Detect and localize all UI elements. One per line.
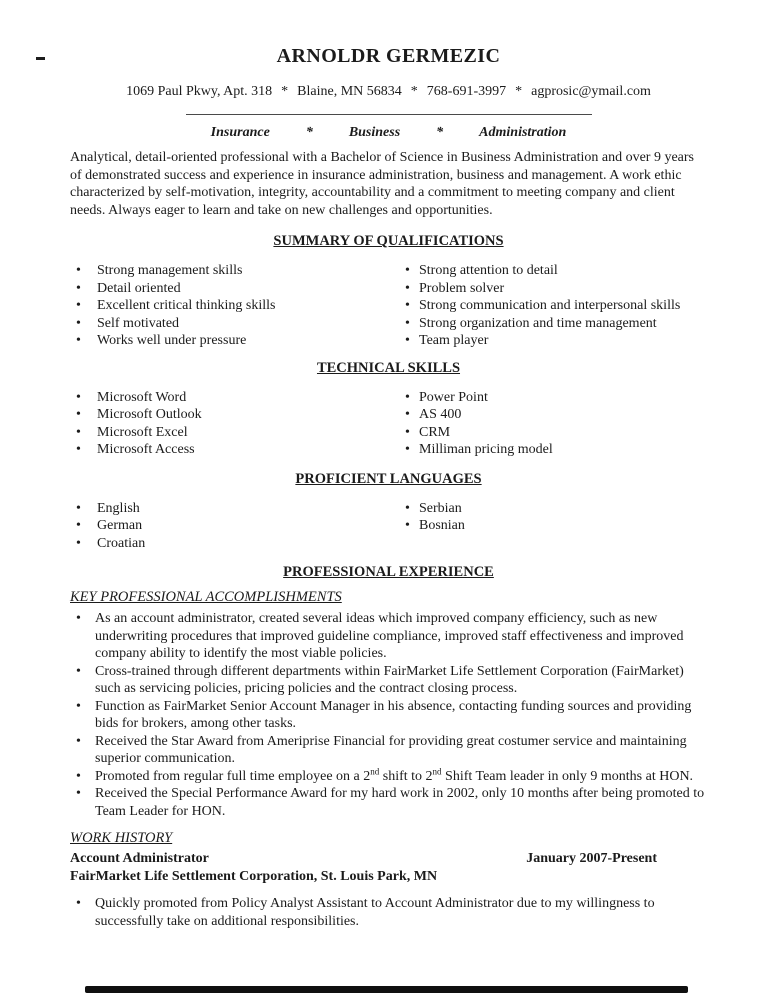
bullet-icon: • <box>76 611 81 626</box>
bullet-icon: • <box>405 280 410 296</box>
list-item <box>70 698 707 733</box>
bullet-icon: • <box>76 535 81 551</box>
list-item <box>70 406 405 424</box>
list-item-text: Received the Special Performance Award for my hard work in 2002, only 10 months after being promoted to Team Leader for HON. <box>95 786 705 819</box>
bullet-icon: • <box>76 768 81 784</box>
list-item <box>405 406 707 424</box>
languages-columns <box>70 500 707 553</box>
contact-city: Blaine, MN 56834 <box>297 84 402 99</box>
list-item-text: Milliman pricing model <box>419 442 553 457</box>
technical-list-left <box>70 389 405 459</box>
list-item <box>70 765 707 786</box>
tagline-business: Business <box>348 124 401 140</box>
job-bullet-list <box>70 895 707 930</box>
bullet-icon: • <box>405 298 410 313</box>
list-item <box>70 895 707 930</box>
bullet-icon: • <box>76 263 81 278</box>
bullet-icon: • <box>405 424 410 440</box>
bullet-icon: • <box>76 424 81 440</box>
bullet-icon: • <box>76 315 81 331</box>
list-item-text: Microsoft Word <box>97 389 187 405</box>
list-item-text: AS 400 <box>419 407 462 422</box>
list-item-text: As an account administrator, created several ideas which improved company efficiency, such as new underwriting procedures that improved guideline compliance, improved staff effectiveness and improved company ability to identify the most viable policies. <box>95 611 684 661</box>
scan-artifact-dash <box>36 57 45 60</box>
bullet-icon: • <box>76 442 81 457</box>
list-item-text: Self motivated <box>97 315 180 331</box>
technical-skills-columns <box>70 389 707 459</box>
list-item <box>405 280 707 298</box>
job-dates: January 2007-Present <box>526 851 657 866</box>
list-item-text: CRM <box>419 424 451 440</box>
list-item-text: Microsoft Excel <box>97 424 188 440</box>
list-item-text: Function as FairMarket Senior Account Manager in his absence, contacting funding sources and providing bids for brokers, among other tasks. <box>95 698 692 731</box>
bullet-icon: • <box>76 389 81 405</box>
section-title-professional-experience: PROFESSIONAL EXPERIENCE <box>283 564 494 580</box>
list-item <box>405 441 707 459</box>
list-item-text: Serbian <box>419 500 462 516</box>
list-item-text: Detail oriented <box>97 280 181 296</box>
bullet-icon: • <box>405 407 410 422</box>
list-item <box>70 262 405 280</box>
subsection-title-work-history: WORK HISTORY <box>70 830 173 846</box>
bullet-icon: • <box>76 280 81 296</box>
list-item <box>70 517 405 535</box>
bullet-icon: • <box>76 500 81 516</box>
list-item-text: Croatian <box>97 535 146 551</box>
list-item-text: Received the Star Award from Ameriprise Financial for providing great costumer service and maintaining superior communication. <box>95 733 687 766</box>
separator-asterisk: * <box>305 124 313 140</box>
qualifications-list-left <box>70 262 405 350</box>
list-item-text: Excellent critical thinking skills <box>97 298 276 313</box>
list-item-text: Team player <box>419 333 489 348</box>
bullet-icon: • <box>405 315 410 331</box>
scan-artifact-bar <box>85 986 688 993</box>
list-item <box>70 315 405 333</box>
accomplishments-list <box>70 610 707 820</box>
bullet-icon: • <box>405 263 410 278</box>
list-item <box>70 500 405 518</box>
contact-phone: 768-691-3997 <box>426 84 507 99</box>
list-item <box>70 424 405 442</box>
list-item-text: Strong management skills <box>97 263 243 278</box>
list-item-text: Cross-trained through different departments within FairMarket Life Settlement Corporation (FairMarket) such as servicing policies, pricing policies and the contract closing process. <box>95 663 684 696</box>
bullet-icon: • <box>76 407 81 422</box>
bullet-icon: • <box>76 663 81 679</box>
header-divider <box>186 114 592 115</box>
bullet-icon: • <box>76 518 81 533</box>
list-item <box>70 785 707 820</box>
list-item-text: Strong communication and interpersonal skills <box>419 298 681 313</box>
tagline-insurance: Insurance <box>210 124 270 140</box>
bullet-icon: • <box>405 442 410 457</box>
contact-address: 1069 Paul Pkwy, Apt. 318 <box>126 84 273 99</box>
separator-asterisk: * <box>436 124 444 140</box>
list-item-text: Strong organization and time management <box>419 315 657 331</box>
list-item-text: Microsoft Access <box>97 442 195 457</box>
bullet-icon: • <box>76 298 81 313</box>
list-item <box>405 332 707 350</box>
technical-list-right <box>405 389 707 459</box>
section-title-qualifications: SUMMARY OF QUALIFICATIONS <box>273 233 504 249</box>
list-item-text: Problem solver <box>419 280 505 296</box>
list-item-text: Promoted from regular full time employee on a 2nd shift to 2nd Shift Team leader in only 9 months at HON. <box>95 765 694 784</box>
separator-asterisk: * <box>281 84 289 99</box>
section-title-technical-skills: TECHNICAL SKILLS <box>316 359 461 376</box>
list-item-text: Bosnian <box>419 518 465 533</box>
list-item <box>70 535 405 553</box>
list-item <box>405 389 707 407</box>
subsection-title-key-accomplishments: KEY PROFESSIONAL ACCOMPLISHMENTS <box>70 589 342 605</box>
bullet-icon: • <box>76 698 81 714</box>
list-item <box>70 297 405 315</box>
section-title-languages: PROFICIENT LANGUAGES <box>295 470 482 487</box>
bullet-icon: • <box>76 733 81 749</box>
bullet-icon: • <box>76 786 81 801</box>
bullet-icon: • <box>405 389 410 405</box>
list-item-text: Power Point <box>419 389 488 405</box>
list-item <box>405 424 707 442</box>
page-title: ARNOLDR GERMEZIC <box>276 45 501 67</box>
list-item <box>70 441 405 459</box>
bullet-icon: • <box>405 333 410 348</box>
list-item-text: Works well under pressure <box>97 333 247 348</box>
list-item <box>70 610 707 663</box>
bullet-icon: • <box>405 500 410 516</box>
separator-asterisk: * <box>515 84 523 99</box>
list-item <box>405 517 707 535</box>
list-item <box>405 297 707 315</box>
separator-asterisk: * <box>410 84 418 99</box>
tagline-administration: Administration <box>479 124 567 140</box>
job-header-row <box>70 850 707 868</box>
list-item <box>70 389 405 407</box>
tagline <box>70 124 707 142</box>
list-item-text: German <box>97 518 143 533</box>
languages-list-right <box>405 500 707 553</box>
list-item-text: Microsoft Outlook <box>97 407 202 422</box>
list-item <box>405 315 707 333</box>
qualifications-list-right <box>405 262 707 350</box>
list-item <box>70 663 707 698</box>
bullet-icon: • <box>76 333 81 348</box>
profile-summary: Analytical, detail-oriented professional with a Bachelor of Science in Business Administration and over 9 years of demonstrated success and experience in insurance administration, business and management. A work ethic characterized by self-motivation, integrity, accountability and a commitment to meeting company and client needs. Always eager to learn and take on new challenges and opportunities. <box>70 150 694 218</box>
list-item <box>70 733 707 768</box>
job-company: FairMarket Life Settlement Corporation, St. Louis Park, MN <box>70 868 438 884</box>
languages-list-left <box>70 500 405 553</box>
list-item-text: Strong attention to detail <box>419 263 558 278</box>
job-position: Account Administrator <box>70 851 209 866</box>
list-item <box>405 500 707 518</box>
list-item <box>70 332 405 350</box>
list-item <box>70 280 405 298</box>
bullet-icon: • <box>405 518 410 533</box>
list-item <box>405 262 707 280</box>
bullet-icon: • <box>76 896 81 911</box>
contact-line <box>70 83 707 101</box>
contact-email: agprosic@ymail.com <box>531 84 651 99</box>
list-item-text: English <box>97 500 140 516</box>
list-item-text: Quickly promoted from Policy Analyst Assistant to Account Administrator due to my willingness to successfully take on additional responsibilities. <box>95 896 655 929</box>
qualifications-columns <box>70 262 707 350</box>
